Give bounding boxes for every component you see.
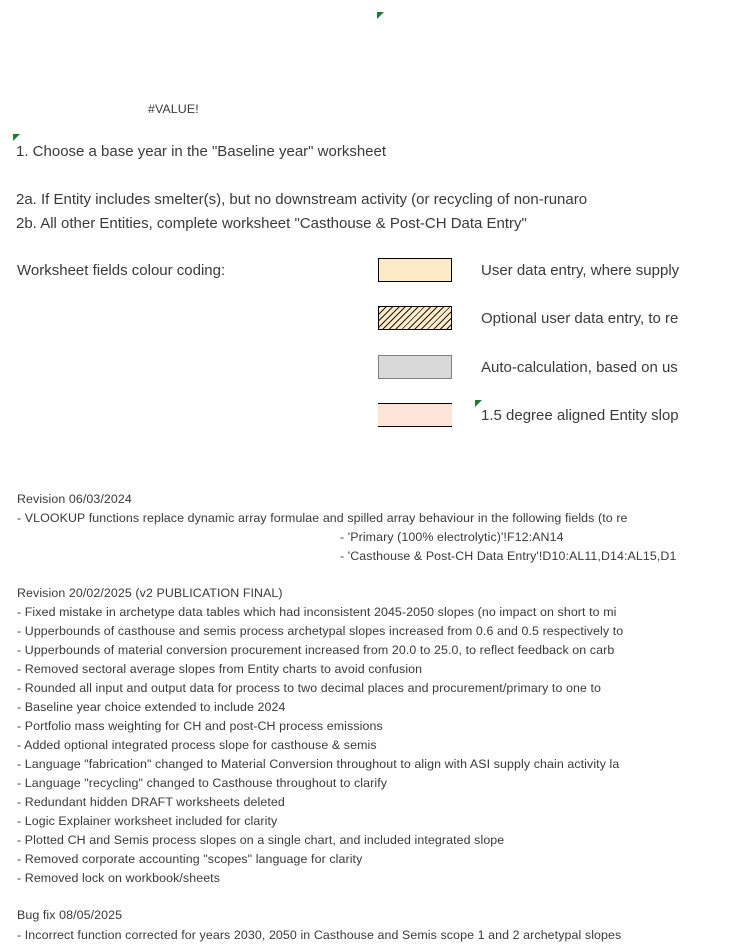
legend-label-aligned-slope: 1.5 degree aligned Entity slop xyxy=(481,407,679,424)
revision-title: Revision 06/03/2024 xyxy=(17,492,132,506)
instruction-step2a: 2a. If Entity includes smelter(s), but no downstream activity (or recycling of non-runaro xyxy=(16,191,588,208)
revision-item: - Baseline year choice extended to include 2024 xyxy=(17,700,286,714)
bugfix-title: Bug fix 08/05/2025 xyxy=(17,908,123,922)
revision-item: - Removed corporate accounting "scopes" language for clarity xyxy=(17,852,363,866)
legend-label-user-entry: User data entry, where supply xyxy=(481,262,680,279)
legend-swatch-optional-entry xyxy=(378,306,452,330)
revision-item: - 'Primary (100% electrolytic)'!F12:AN14 xyxy=(340,530,564,544)
instruction-step1: 1. Choose a base year in the "Baseline year" worksheet xyxy=(16,143,387,160)
revision-item: - Language "recycling" changed to Casthouse throughout to clarify xyxy=(17,776,388,790)
revision-item: - Logic Explainer worksheet included for clarity xyxy=(17,814,278,828)
revision-item: - Fixed mistake in archetype data tables which had inconsistent 2045-2050 slopes (no impact on short to mi xyxy=(17,605,617,619)
legend-label-optional-entry: Optional user data entry, to re xyxy=(481,310,679,327)
cell-error-indicator-icon xyxy=(13,134,20,141)
value-error-cell: #VALUE! xyxy=(148,102,199,116)
legend-label-auto-calc: Auto-calculation, based on us xyxy=(481,359,678,376)
legend-swatch-aligned-slope xyxy=(378,403,452,427)
revision-item: - VLOOKUP functions replace dynamic array formulae and spilled array behaviour in the following fields (to re xyxy=(17,511,628,525)
legend-swatch-auto-calc xyxy=(378,355,452,379)
revision-item: - Upperbounds of casthouse and semis process archetypal slopes increased from 0.6 and 0.5 respectively to xyxy=(17,624,624,638)
bugfix-item: - Incorrect function corrected for years 2030, 2050 in Casthouse and Semis scope 1 and 2 archetypal slopes xyxy=(17,928,622,942)
revision-item: - Portfolio mass weighting for CH and post-CH process emissions xyxy=(17,719,383,733)
revision-item: - Redundant hidden DRAFT worksheets deleted xyxy=(17,795,285,809)
legend-swatch-user-entry xyxy=(378,258,452,282)
revision-item: - Added optional integrated process slope for casthouse & semis xyxy=(17,738,377,752)
revision-title: Revision 20/02/2025 (v2 PUBLICATION FINAL) xyxy=(17,586,283,600)
revision-item: - Language "fabrication" changed to Material Conversion throughout to align with ASI supply chain activity la xyxy=(17,757,620,771)
instruction-step2b: 2b. All other Entities, complete worksheet "Casthouse & Post-CH Data Entry" xyxy=(16,215,527,232)
legend-title: Worksheet fields colour coding: xyxy=(17,262,226,279)
revision-item: - Upperbounds of material conversion procurement increased from 20.0 to 25.0, to reflect feedback on carb xyxy=(17,643,615,657)
revision-item: - Removed sectoral average slopes from Entity charts to avoid confusion xyxy=(17,662,423,676)
revision-item: - Removed lock on workbook/sheets xyxy=(17,871,221,885)
cell-error-indicator-icon xyxy=(475,400,482,407)
cell-error-indicator-icon xyxy=(377,12,384,19)
revision-item: - Plotted CH and Semis process slopes on a single chart, and included integrated slope xyxy=(17,833,505,847)
revision-item: - 'Casthouse & Post-CH Data Entry'!D10:AL11,D14:AL15,D1 xyxy=(340,549,677,563)
revision-item: - Rounded all input and output data for process to two decimal places and procurement/primary to one to xyxy=(17,681,602,695)
